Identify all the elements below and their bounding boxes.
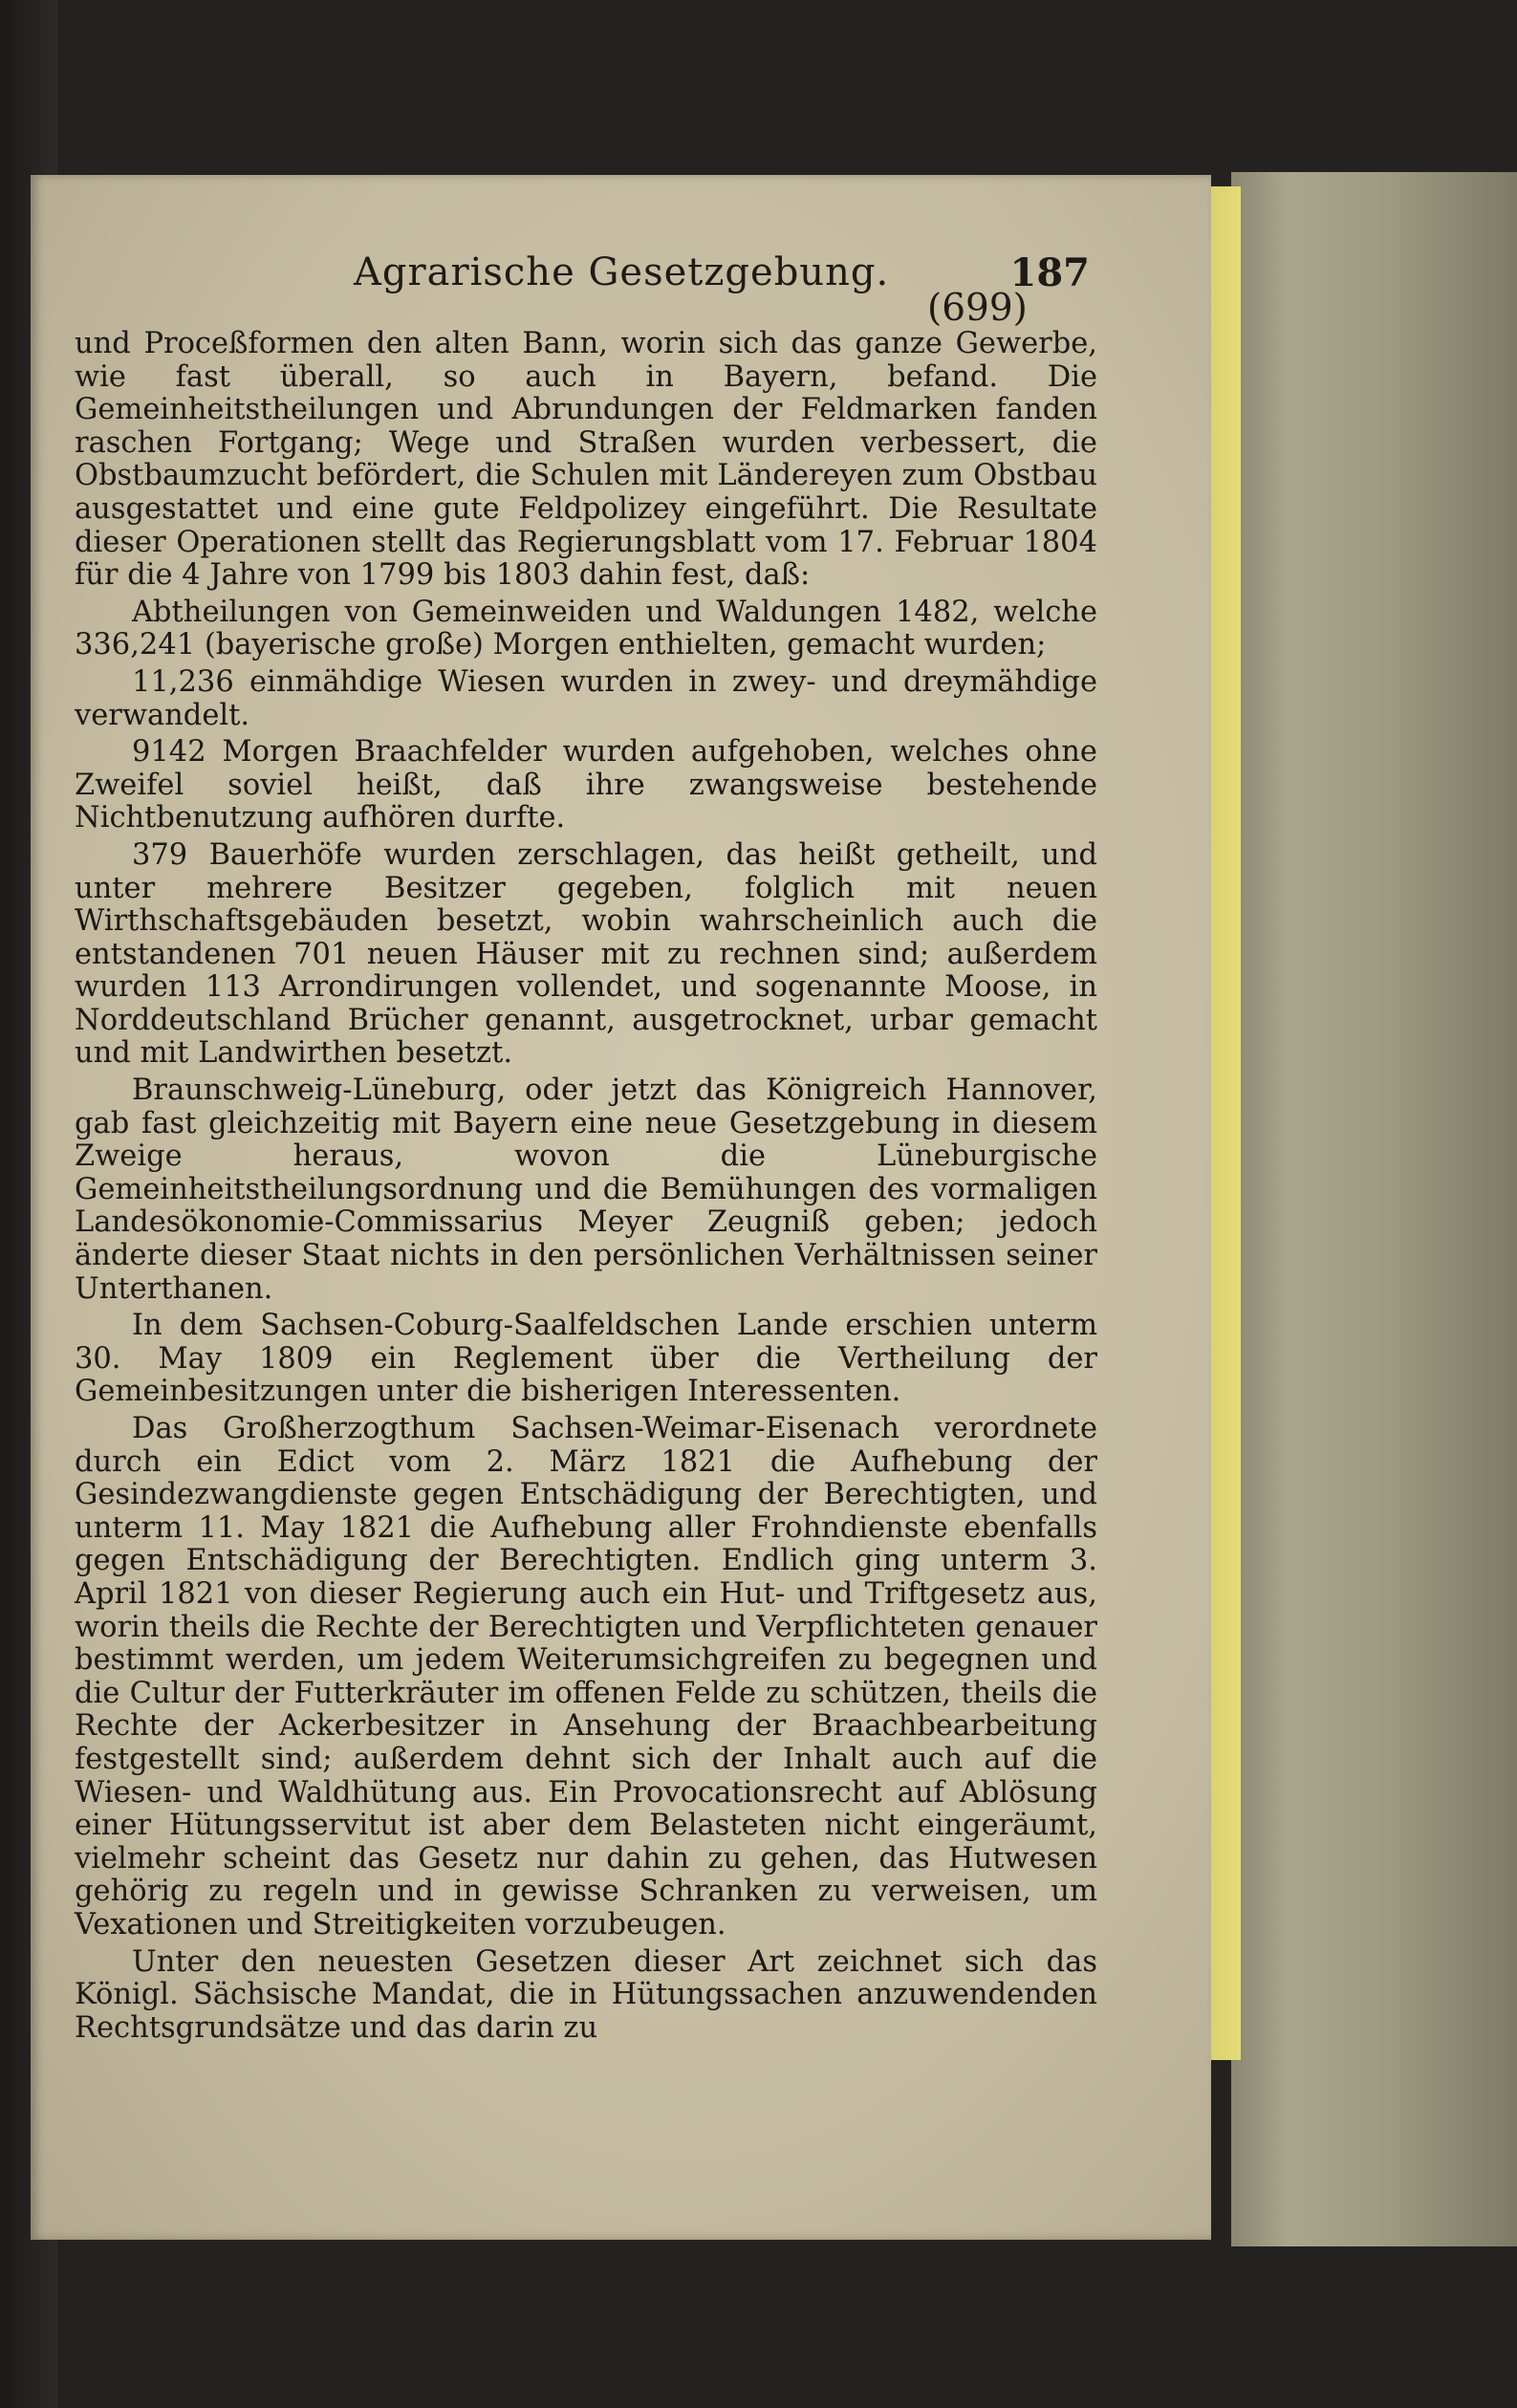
paragraph: Das Großherzogthum Sachsen-Weimar-Eisenach verordnete durch ein Edict vom 2. März 1821 die Aufhebung der Gesindezwangdienste gegen Entschädigung der Berechtigten, und unterm 11. May 1821 die Aufhebung aller Frohndienste ebenfalls gegen Entschädigung der Berechtigten. Endlich ging unterm 3. April 1821 von dieser Regierung auch ein Hut- und Triftgesetz aus, worin theils die Rechte der Berechtigten und Verpflichteten genauer bestimmt werden, um jedem Weiterumsichgreifen zu begegnen und die Cultur der Futterkräuter im offenen Felde zu schützen, theils die Rechte der Ackerbesitzer in Ansehung der Braachbearbeitung festgestellt sind; außerdem dehnt sich der Inhalt auch auf die Wiesen- und Waldhütung aus. Ein Provocationsrecht auf Ablösung einer Hütungsservitut ist aber dem Belasteten nicht eingeräumt, vielmehr scheint das Gesetz nur dahin zu gehen, das Hutwesen gehörig zu regeln und in gewisse Schranken zu verweisen, um Vexationen und Streitigkeiten vorzubeugen. bbox=[75, 1412, 1097, 1942]
paragraph: Braunschweig-Lüneburg, oder jetzt das Königreich Hannover, gab fast gleichzeitig mit Bayern eine neue Gesetzgebung in diesem Zweige heraus, wovon die Lüneburgische Gemeinheitstheilungsordnung und die Bemühungen des vormaligen Landesökonomie-Commissarius Meyer Zeugniß geben; jedoch änderte dieser Staat nichts in den persönlichen Verhältnissen seiner Unterthanen. bbox=[75, 1074, 1097, 1306]
paragraph: und Proceßformen den alten Bann, worin sich das ganze Gewerbe, wie fast überall, so auch in Bayern, befand. Die Gemeinheitstheilungen und Abrundungen der Feldmarken fanden raschen Fortgang; Wege und Straßen wurden verbessert, die Obstbaumzucht befördert, die Schulen mit Ländereyen zum Obstbau ausgestattet und eine gute Feldpolizey eingeführt. Die Resultate dieser Operationen stellt das Regierungsblatt vom 17. Februar 1804 für die 4 Jahre von 1799 bis 1803 dahin fest, daß: bbox=[75, 327, 1097, 593]
alt-page-number: (699) bbox=[927, 287, 1028, 330]
running-title: Agrarische Gesetzgebung. bbox=[354, 250, 890, 294]
paragraph: Unter den neuesten Gesetzen dieser Art zeichnet sich das Königl. Sächsische Mandat, die in Hütungssachen anzuwendenden Rechtsgrundsätze und das darin zu bbox=[75, 1944, 1097, 2045]
paragraph: 9142 Morgen Braachfelder wurden aufgehoben, welches ohne Zweifel soviel heißt, daß ihre zwangsweise bestehende Nichtbenutzung aufhören durfte. bbox=[75, 735, 1097, 835]
body-text bbox=[75, 328, 1097, 2045]
paragraph: 11,236 einmähdige Wiesen wurden in zwey- und dreymähdige verwandelt. bbox=[75, 664, 1097, 732]
paragraph: In dem Sachsen-Coburg-Saalfeldschen Lande erschien unterm 30. May 1809 ein Reglement über die Vertheilung der Gemeinbesitzungen unter die bisherigen Interessenten. bbox=[75, 1309, 1097, 1409]
book-edge bbox=[1231, 172, 1517, 2246]
page-number: 187 bbox=[1009, 250, 1090, 295]
paragraph: Abtheilungen von Gemeinweiden und Waldungen 1482, welche 336,241 (bayerische große) Morgen enthielten, gemacht wurden; bbox=[75, 595, 1097, 662]
paragraph: 379 Bauerhöfe wurden zerschlagen, das heißt getheilt, und unter mehrere Besitzer gegeben, folglich mit neuen Wirthschaftsgebäuden besetzt, wobin wahrscheinlich auch die entstandenen 701 neuen Häuser mit zu rechnen sind; außerdem wurden 113 Arrondirungen vollendet, und sogenannte Moose, in Norddeutschland Brücher genannt, ausgetrocknet, urbar gemacht und mit Landwirthen besetzt. bbox=[75, 837, 1097, 1071]
